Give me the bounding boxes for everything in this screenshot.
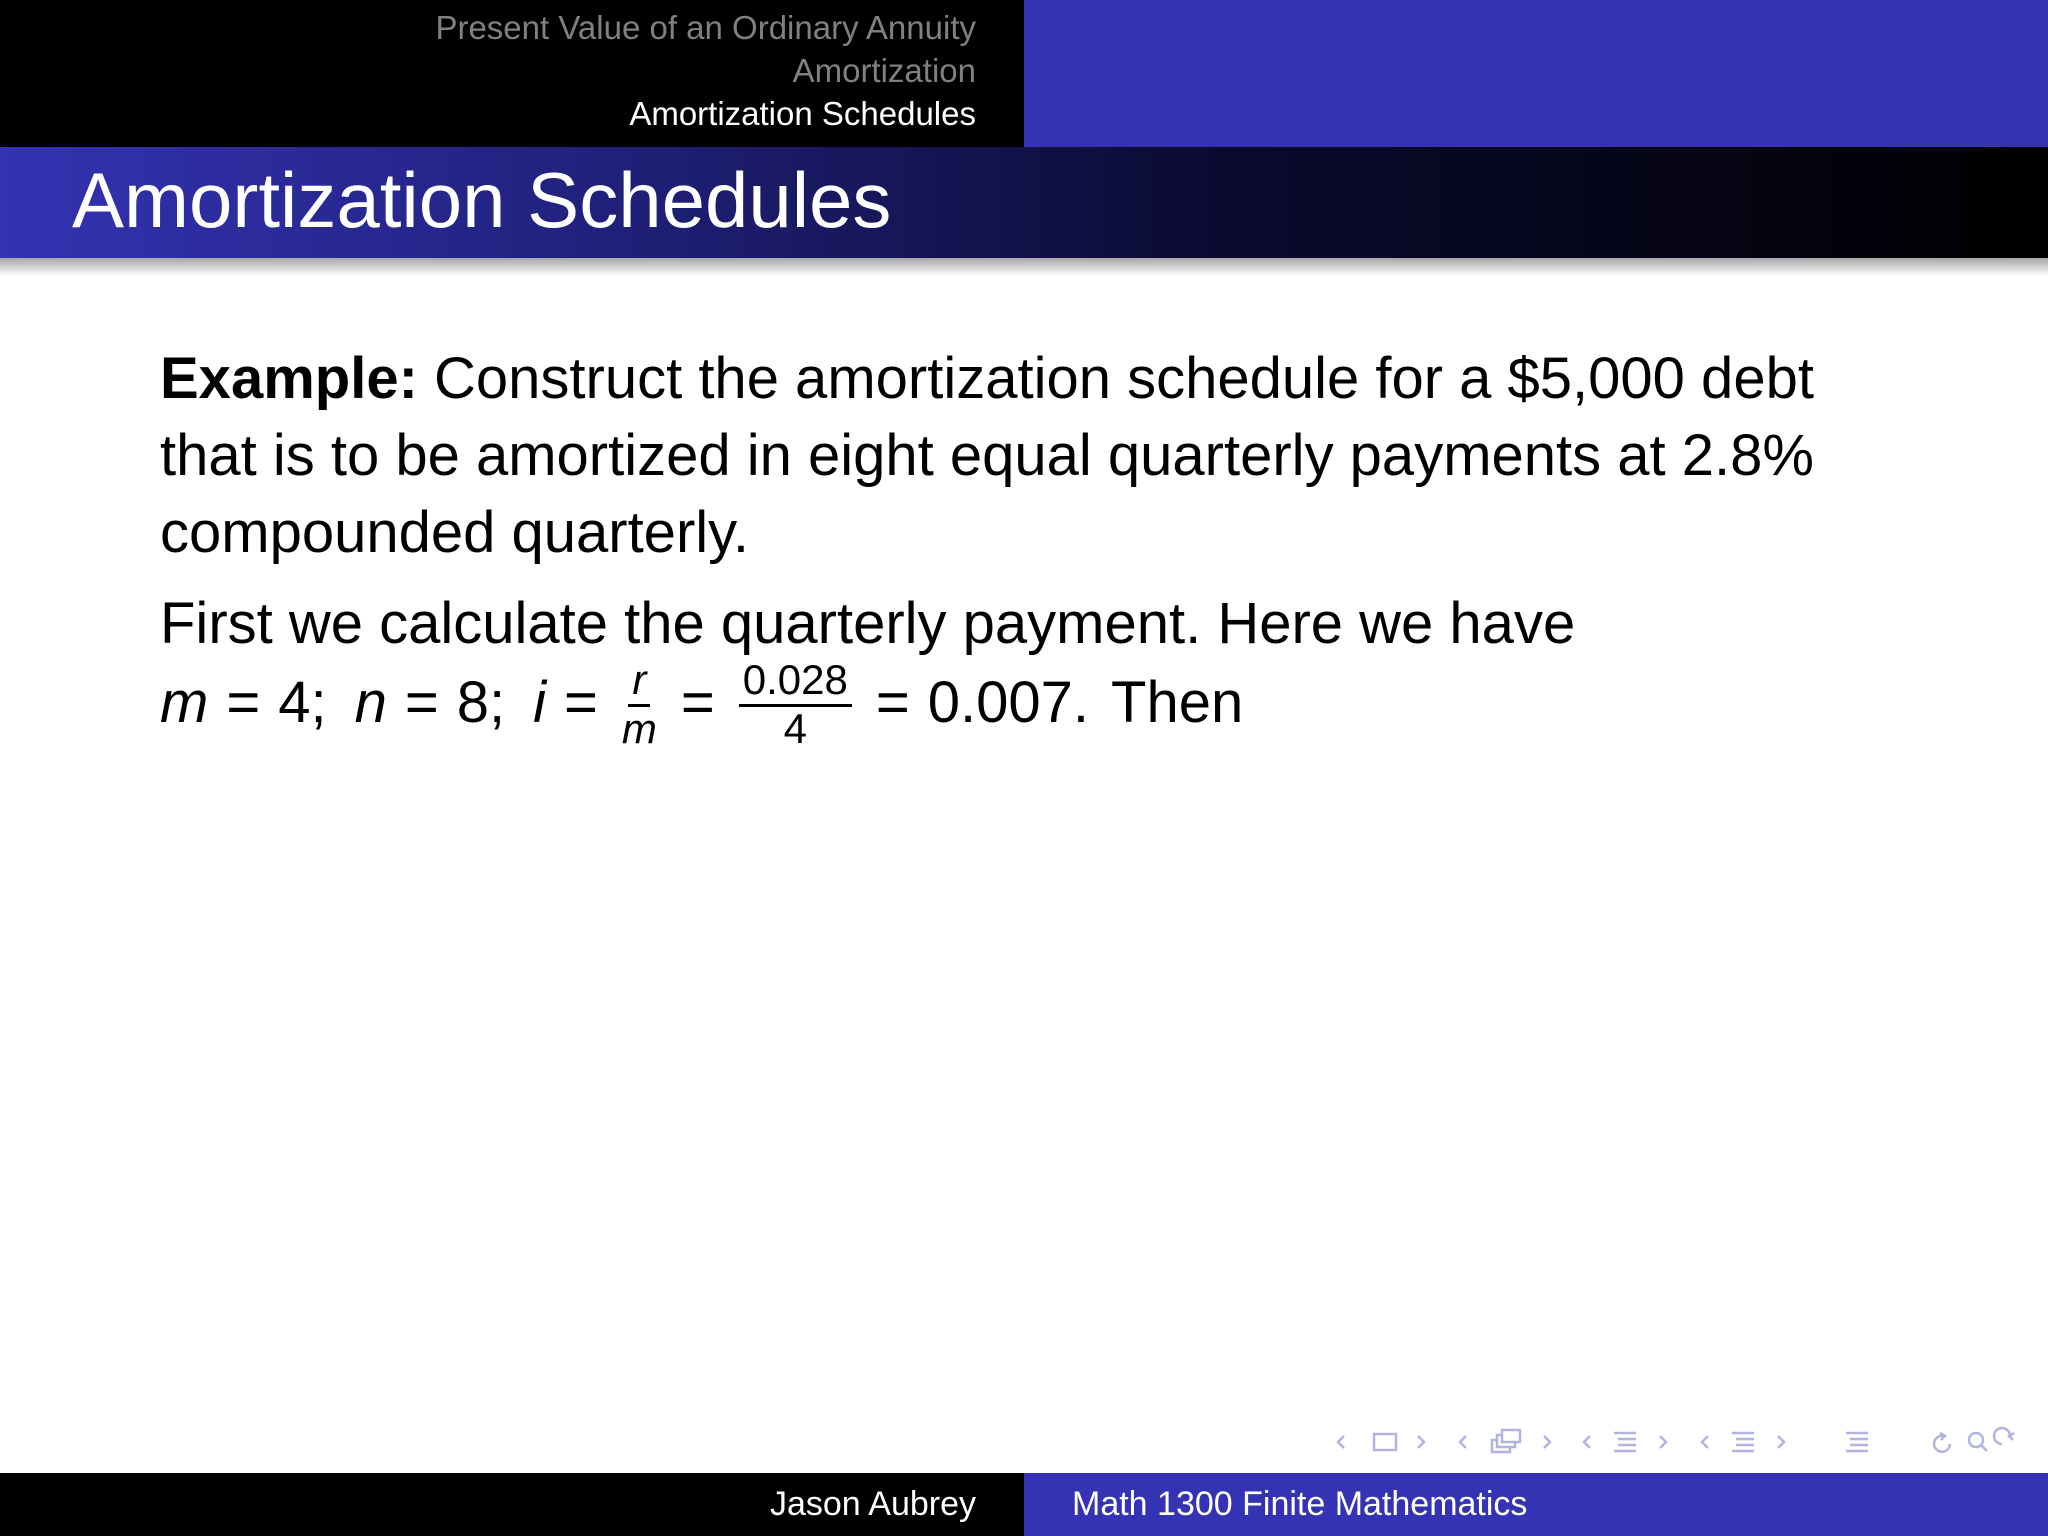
math-equals: = [875, 669, 910, 735]
slide-nav-icon[interactable] [1330, 1424, 1448, 1460]
fraction-denominator: m [621, 704, 657, 752]
footer-author-panel [0, 1473, 1024, 1536]
back-forward-search-icon[interactable] [1924, 1424, 2030, 1460]
math-equals: = [680, 669, 715, 735]
math-semicolon: ; [489, 669, 506, 735]
math-semicolon: ; [310, 669, 327, 735]
math-equation [160, 655, 1920, 752]
math-var-m: m [160, 669, 209, 735]
frame-title: Amortization Schedules [72, 156, 892, 244]
math-then: Then [1111, 669, 1244, 735]
example-text: Construct the amortization schedule for a $5,000 debt that is to be amortized in eight equal quarterly payments at 2.8% compounded quarterly. [160, 346, 1814, 565]
subsection-nav-icon[interactable] [1576, 1424, 1676, 1460]
math-equals: = [564, 669, 598, 735]
fraction-numerator: r [628, 658, 650, 707]
math-result: 0.007. [927, 669, 1090, 735]
math-val-m: 4 [278, 669, 311, 735]
section-nav-icon[interactable] [1694, 1424, 1794, 1460]
navigation-symbols [1330, 1424, 2030, 1460]
example-paragraph [160, 340, 1920, 571]
math-equals: = [226, 669, 261, 735]
fraction-numerator: 0.028 [739, 658, 852, 707]
fraction-denominator: 4 [783, 704, 807, 752]
footer-course-panel [1024, 1473, 2048, 1536]
frame-nav-icon[interactable] [1452, 1424, 1572, 1460]
title-shadow [0, 258, 2048, 276]
nav-subsection-amortization-schedules[interactable]: Amortization Schedules [629, 95, 976, 132]
fraction-r-over-m [621, 655, 657, 752]
fraction-rate-over-4 [739, 655, 852, 752]
math-val-n: 8 [456, 669, 489, 735]
footer-course: Math 1300 Finite Mathematics [1072, 1485, 1528, 1523]
math-var-n: n [354, 669, 387, 735]
math-equals: = [404, 669, 439, 735]
header-accent-panel [1024, 0, 2048, 147]
nav-subsection-amortization[interactable]: Amortization [792, 52, 976, 89]
header-nav-panel [0, 0, 1024, 147]
intro-paragraph [160, 585, 1920, 662]
slide-body [160, 340, 1920, 752]
document-nav-icon[interactable] [1838, 1424, 1878, 1460]
section-navigation [435, 6, 976, 135]
math-var-i: i [533, 669, 547, 735]
intro-text: First we calculate the quarterly payment. Here we have [160, 591, 1576, 656]
example-label: Example: [160, 346, 418, 411]
nav-section-present-value[interactable]: Present Value of an Ordinary Annuity [435, 9, 976, 46]
footer-author: Jason Aubrey [769, 1485, 976, 1523]
